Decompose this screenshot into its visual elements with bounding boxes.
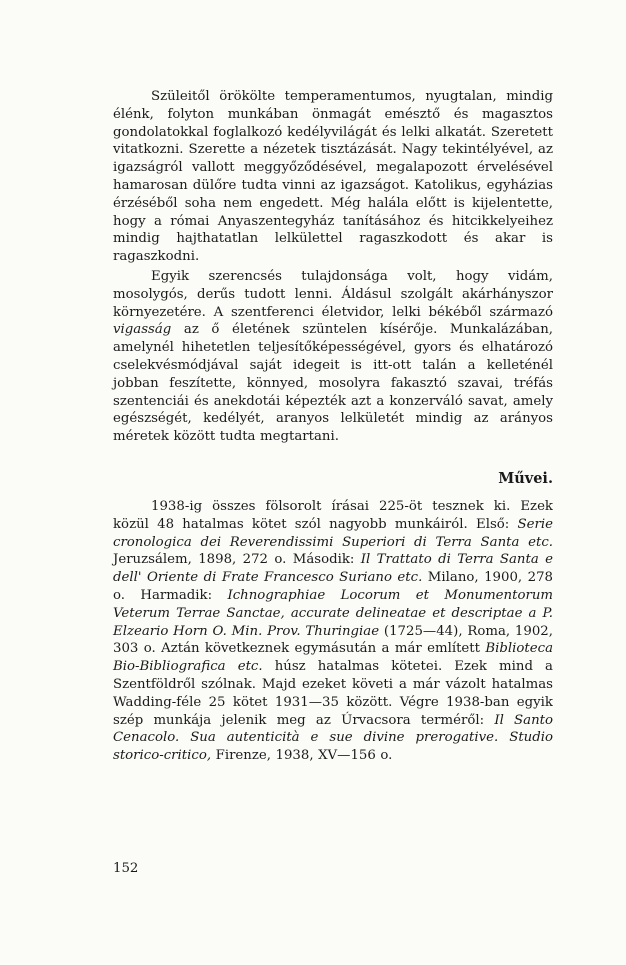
section-heading-works: Művei. (498, 469, 553, 487)
text-run: Egyik szerencsés tulajdonsága volt, hogy vidám, mosolygós, derűs tudott lenni. Áldásul szolgált akárhányszor környezetére. A szentferenci életvidor, lelki békéből származó (113, 268, 553, 320)
italic-title-run: vigasság (113, 322, 172, 338)
paragraph-cheerfulness (113, 268, 553, 446)
italic-title-run: Ichnographiae Locorum et Monumentorum Veterum Terrae Sanctae, accurate delineatae et descriptae a P. Elzeario Horn O. Min. Prov. Thuringiae (113, 587, 553, 639)
text-run: húsz hatalmas kötetei. Ezek mind a Szentföldről szólnak. Majd ezeket követi a már vázolt hatalmas Wadding-féle 25 kötet 1931—35 között. Végre 1938-ban egyik szép munkája jelenik meg az Úrvacsora terméről: (113, 659, 553, 728)
paragraph-temperament (113, 88, 553, 266)
text-run: Szüleitől örökölte temperamentumos, nyugtalan, mindig élénk, folyton munkában önmagát emésztő és magasztos gondolatokkal foglalkozó kedélyvilágát és lelki alkatát. Szeretett vitatkozni. Szerette a nézetek tisztázását. Nagy tekintélyével, az igazságról vallott meggyőződésével, megalapozott érvelésével hamarosan dülőre tudta vinni az igazságot. Katolikus, egyházias érzéséből soha nem engedett. Még halála előtt is kijelentette, hogy a római Anyaszentegyház tanításához és hitcikkelyeihez mindig hajthatatlan lelkülettel ragaszkodott és akar is ragaszkodni. (113, 89, 553, 265)
text-run: Jeruzsálem, 1898, 272 o. Második: (113, 552, 361, 568)
text-run: Firenze, 1938, XV—156 o. (211, 748, 393, 764)
page-body (113, 88, 553, 765)
italic-title-run: Serie cronologica dei Reverendissimi Superiori di Terra Santa etc. (113, 516, 553, 550)
italic-title-run: Il Trattato di Terra Santa e dell' Oriente di Frate Francesco Suriano etc. (113, 552, 553, 586)
text-run: Milano, 1900, 278 o. Harmadik: (113, 570, 553, 603)
page-number: 152 (113, 861, 139, 876)
text-run: 1938-ig összes fölsorolt írásai 225-öt tesznek ki. Ezek közül 48 hatalmas kötet szól nagyobb munkáiról. Első: (113, 498, 553, 532)
italic-title-run: Il Santo Cenacolo. Sua autenticità e sue divine prerogative. Studio storico-critico, (113, 712, 554, 764)
text-run: (1725—44), Roma, 1902, 303 o. Aztán következnek egymásután a már említett (113, 623, 553, 657)
paragraph-works (113, 498, 553, 765)
text-run: az ő életének szüntelen kísérője. Munkalázában, amelynél hihetetlen teljesítőképességével, gyors és elhatározó cselekvésmódjával saját idegeit is itt-ott talán a kelleténél jobban feszítette, könnyed, mosolyra fakasztó szavai, tréfás szentenciái és anekdotái képezték azt a konzerváló savat, amely egészségét, kedélyét, aranyos lelkületét mindig az arányos méretek között tudta megtartani. (113, 322, 553, 445)
italic-title-run: Biblioteca Bio-Bibliografica etc. (113, 641, 553, 675)
